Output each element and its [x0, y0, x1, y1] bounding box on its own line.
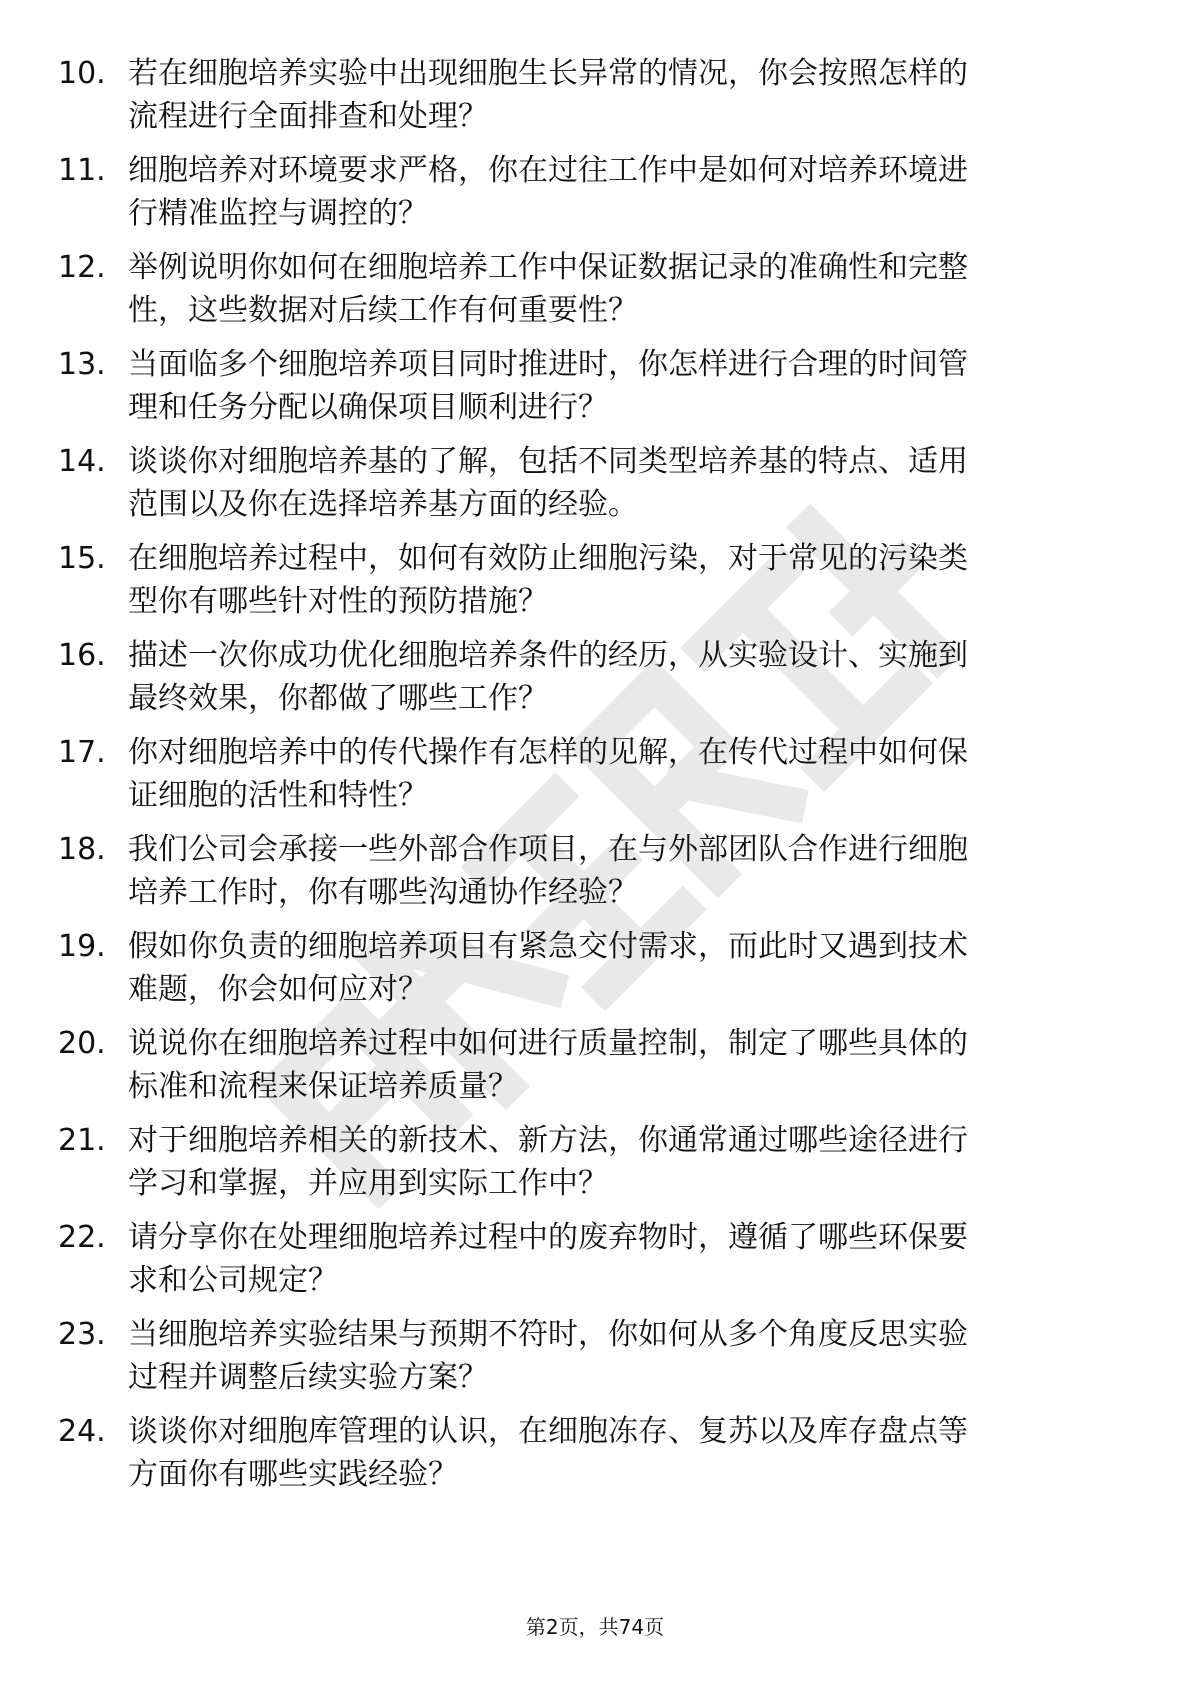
question-item — [58, 149, 1118, 246]
question-item — [58, 246, 1118, 343]
question-line: 谈谈你对细胞培养基的了解，包括不同类型培养基的特点、适用 — [128, 444, 968, 479]
question-text — [128, 52, 1118, 138]
question-text — [128, 246, 1118, 332]
question-line: 你对细胞培养中的传代操作有怎样的见解，在传代过程中如何保 — [128, 735, 968, 770]
question-line: 求和公司规定？ — [128, 1263, 338, 1298]
question-item — [58, 343, 1118, 440]
question-number: 23. — [58, 1317, 106, 1352]
question-number: 17. — [58, 735, 106, 770]
question-line: 细胞培养对环境要求严格，你在过往工作中是如何对培养环境进 — [128, 153, 968, 188]
question-number: 22. — [58, 1220, 106, 1255]
question-line: 性，这些数据对后续工作有何重要性？ — [128, 293, 638, 328]
question-list — [58, 52, 1118, 1507]
question-line: 在细胞培养过程中，如何有效防止细胞污染，对于常见的污染类 — [128, 541, 968, 576]
question-number: 16. — [58, 638, 106, 673]
question-item — [58, 1216, 1118, 1313]
question-line: 标准和流程来保证培养质量？ — [128, 1069, 518, 1104]
question-number: 10. — [58, 56, 106, 91]
question-line: 最终效果，你都做了哪些工作？ — [128, 681, 548, 716]
question-line: 我们公司会承接一些外部合作项目，在与外部团队合作进行细胞 — [128, 832, 968, 867]
question-number: 11. — [58, 153, 106, 188]
question-item — [58, 537, 1118, 634]
question-text — [128, 634, 1118, 720]
question-item — [58, 440, 1118, 537]
question-text — [128, 440, 1118, 526]
question-text — [128, 1119, 1118, 1205]
question-item — [58, 731, 1118, 828]
question-line: 证细胞的活性和特性？ — [128, 778, 428, 813]
question-text — [128, 828, 1118, 914]
question-text — [128, 149, 1118, 235]
question-line: 流程进行全面排查和处理？ — [128, 99, 488, 134]
question-number: 19. — [58, 929, 106, 964]
question-text — [128, 925, 1118, 1011]
question-line: 难题，你会如何应对？ — [128, 972, 428, 1007]
question-line: 过程并调整后续实验方案？ — [128, 1360, 488, 1395]
question-number: 12. — [58, 250, 106, 285]
question-line: 当细胞培养实验结果与预期不符时，你如何从多个角度反思实验 — [128, 1317, 968, 1352]
question-line: 理和任务分配以确保项目顺利进行？ — [128, 390, 608, 425]
question-line: 培养工作时，你有哪些沟通协作经验？ — [128, 875, 638, 910]
question-line: 谈谈你对细胞库管理的认识，在细胞冻存、复苏以及库存盘点等 — [128, 1414, 968, 1449]
question-item — [58, 1313, 1118, 1410]
question-line: 请分享你在处理细胞培养过程中的废弃物时，遵循了哪些环保要 — [128, 1220, 968, 1255]
question-text — [128, 1410, 1118, 1496]
question-line: 范围以及你在选择培养基方面的经验。 — [128, 487, 638, 522]
question-line: 假如你负责的细胞培养项目有紧急交付需求，而此时又遇到技术 — [128, 929, 968, 964]
question-text — [128, 731, 1118, 817]
question-item — [58, 1119, 1118, 1216]
question-item — [58, 1022, 1118, 1119]
question-number: 14. — [58, 444, 106, 479]
question-item — [58, 925, 1118, 1022]
question-number: 21. — [58, 1123, 106, 1158]
question-text — [128, 537, 1118, 623]
question-item — [58, 1410, 1118, 1507]
question-line: 描述一次你成功优化细胞培养条件的经历，从实验设计、实施到 — [128, 638, 968, 673]
page-number: 第2页，共74页 — [525, 1615, 665, 1639]
question-line: 行精准监控与调控的？ — [128, 196, 428, 231]
question-number: 13. — [58, 347, 106, 382]
question-number: 18. — [58, 832, 106, 867]
question-item — [58, 634, 1118, 731]
question-text — [128, 343, 1118, 429]
question-line: 型你有哪些针对性的预防措施？ — [128, 584, 548, 619]
question-item — [58, 52, 1118, 149]
question-line: 当面临多个细胞培养项目同时推进时，你怎样进行合理的时间管 — [128, 347, 968, 382]
question-text — [128, 1022, 1118, 1108]
question-text — [128, 1216, 1118, 1302]
question-line: 说说你在细胞培养过程中如何进行质量控制，制定了哪些具体的 — [128, 1026, 968, 1061]
question-number: 24. — [58, 1414, 106, 1449]
question-line: 举例说明你如何在细胞培养工作中保证数据记录的准确性和完整 — [128, 250, 968, 285]
question-line: 学习和掌握，并应用到实际工作中？ — [128, 1166, 608, 1201]
question-line: 对于细胞培养相关的新技术、新方法，你通常通过哪些途径进行 — [128, 1123, 968, 1158]
question-item — [58, 828, 1118, 925]
question-number: 20. — [58, 1026, 106, 1061]
question-number: 15. — [58, 541, 106, 576]
question-line: 若在细胞培养实验中出现细胞生长异常的情况，你会按照怎样的 — [128, 56, 968, 91]
question-text — [128, 1313, 1118, 1399]
question-line: 方面你有哪些实践经验？ — [128, 1457, 458, 1492]
